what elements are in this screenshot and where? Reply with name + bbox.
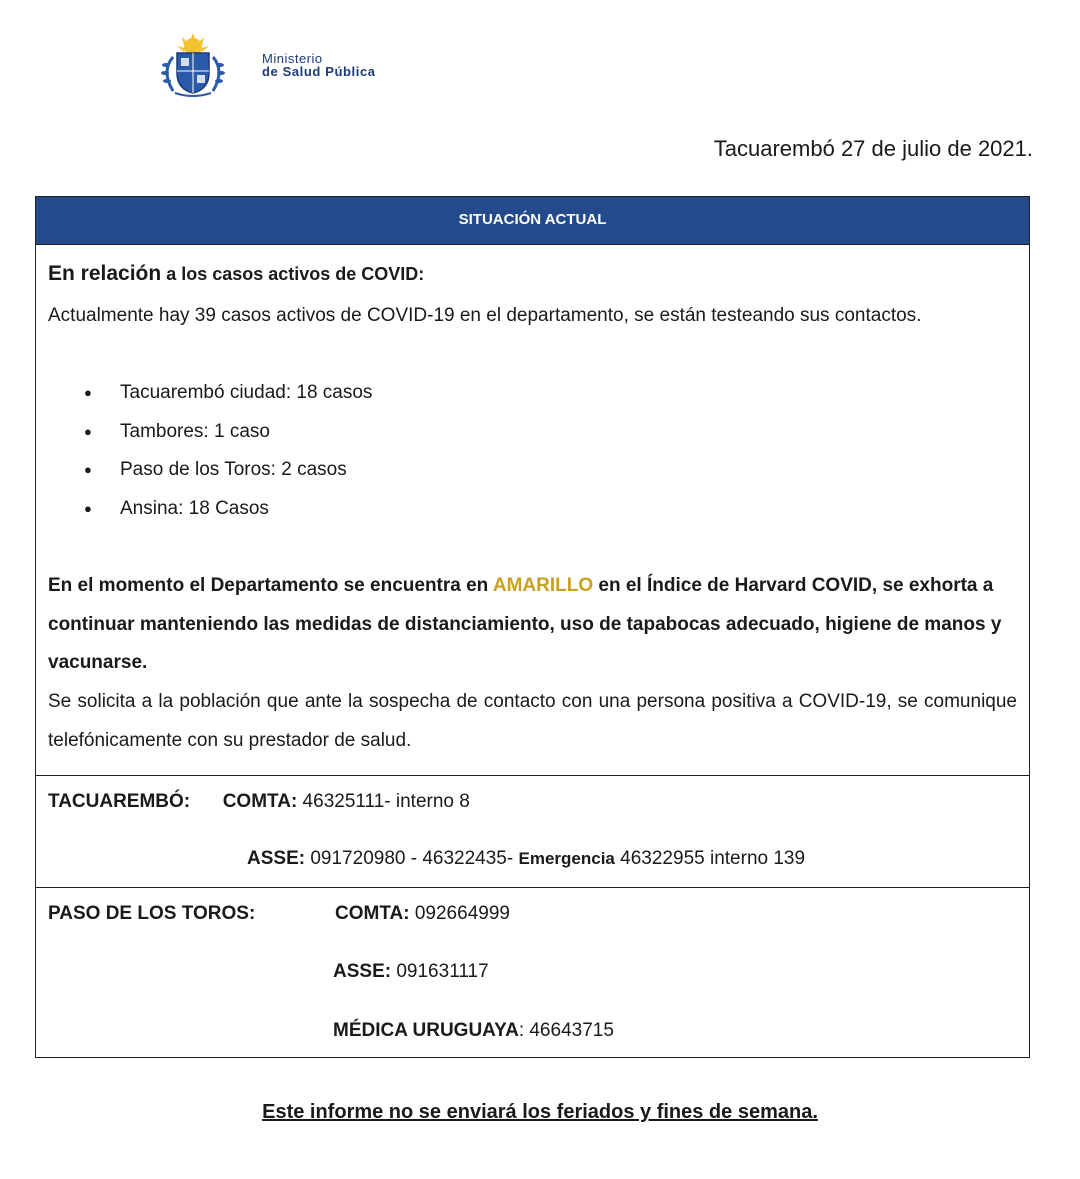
request-paragraph: Se solicita a la población que ante la sospecha de contacto con una persona positiva a COVID-19, se comunique telefónicamente con su prestador de salud. — [48, 691, 1017, 751]
paso-row-1 — [335, 903, 510, 925]
paso-comta-label: COMTA: — [335, 903, 410, 924]
divider — [36, 887, 1029, 888]
intro-paragraph: Actualmente hay 39 casos activos de COVID-19 en el departamento, se están testeando sus contactos. — [48, 305, 922, 326]
coat-of-arms-logo — [153, 33, 233, 99]
heading-big: En relación — [48, 262, 162, 285]
tacuarembo-asse-value: 091720980 - 46322435- — [305, 848, 519, 869]
list-item: ● Ansina: 18 Casos — [84, 490, 372, 529]
cases-list — [84, 374, 372, 528]
ministry-name — [262, 52, 376, 78]
tacuarembo-asse-label: ASSE: — [247, 848, 306, 869]
paso-medica-label: MÉDICA URUGUAYA — [333, 1020, 519, 1041]
paso-asse-value: 091631117 — [391, 961, 489, 982]
ministry-line2: de Salud Pública — [262, 64, 376, 79]
tacuarembo-row-1 — [48, 791, 470, 813]
paso-asse-label: ASSE: — [333, 961, 392, 982]
tacuarembo-comta-value: 46325111- interno 8 — [297, 791, 470, 812]
divider — [36, 775, 1029, 776]
report-title: SITUACIÓN ACTUAL — [458, 211, 607, 228]
report-box — [35, 196, 1030, 1058]
status-before: En el momento el Departamento se encuentra en — [48, 575, 493, 596]
tacuarembo-emergencia-value: 46322955 interno 139 — [614, 848, 806, 869]
paso-medica-value: : 46643715 — [518, 1020, 614, 1041]
paso-label: PASO DE LOS TOROS: — [48, 903, 256, 924]
status-level: AMARILLO — [492, 575, 594, 596]
report-date: Tacuarembó 27 de julio de 2021. — [713, 136, 1033, 161]
status-paragraph — [48, 567, 1017, 683]
tacuarembo-label: TACUAREMBÓ: — [48, 791, 191, 812]
list-item: ● Paso de los Toros: 2 casos — [84, 451, 372, 490]
footer-note: Este informe no se enviará los feriados y fines de semana. — [262, 1101, 818, 1123]
paso-row-2 — [333, 961, 489, 983]
tacuarembo-emergencia-label: Emergencia — [518, 849, 615, 868]
list-item: ● Tacuarembó ciudad: 18 casos — [84, 374, 372, 413]
paso-comta-value: 092664999 — [409, 903, 510, 924]
ministry-line1: Ministerio — [262, 51, 323, 66]
report-title-bar — [36, 197, 1029, 245]
heading-small: a los casos activos de COVID: — [161, 264, 425, 284]
list-item: ● Tambores: 1 caso — [84, 413, 372, 452]
paso-row-3 — [333, 1020, 614, 1042]
tacuarembo-comta-label: COMTA: — [222, 791, 298, 812]
status-after: en el Índice de Harvard COVID, se exhorta a continuar manteniendo las medidas de distanciamiento, uso de tapabocas adecuado, higiene de manos y vacunarse. — [48, 575, 1002, 673]
paso-row-label — [48, 903, 255, 925]
active-cases-heading — [48, 255, 1017, 294]
tacuarembo-row-2 — [247, 848, 805, 870]
